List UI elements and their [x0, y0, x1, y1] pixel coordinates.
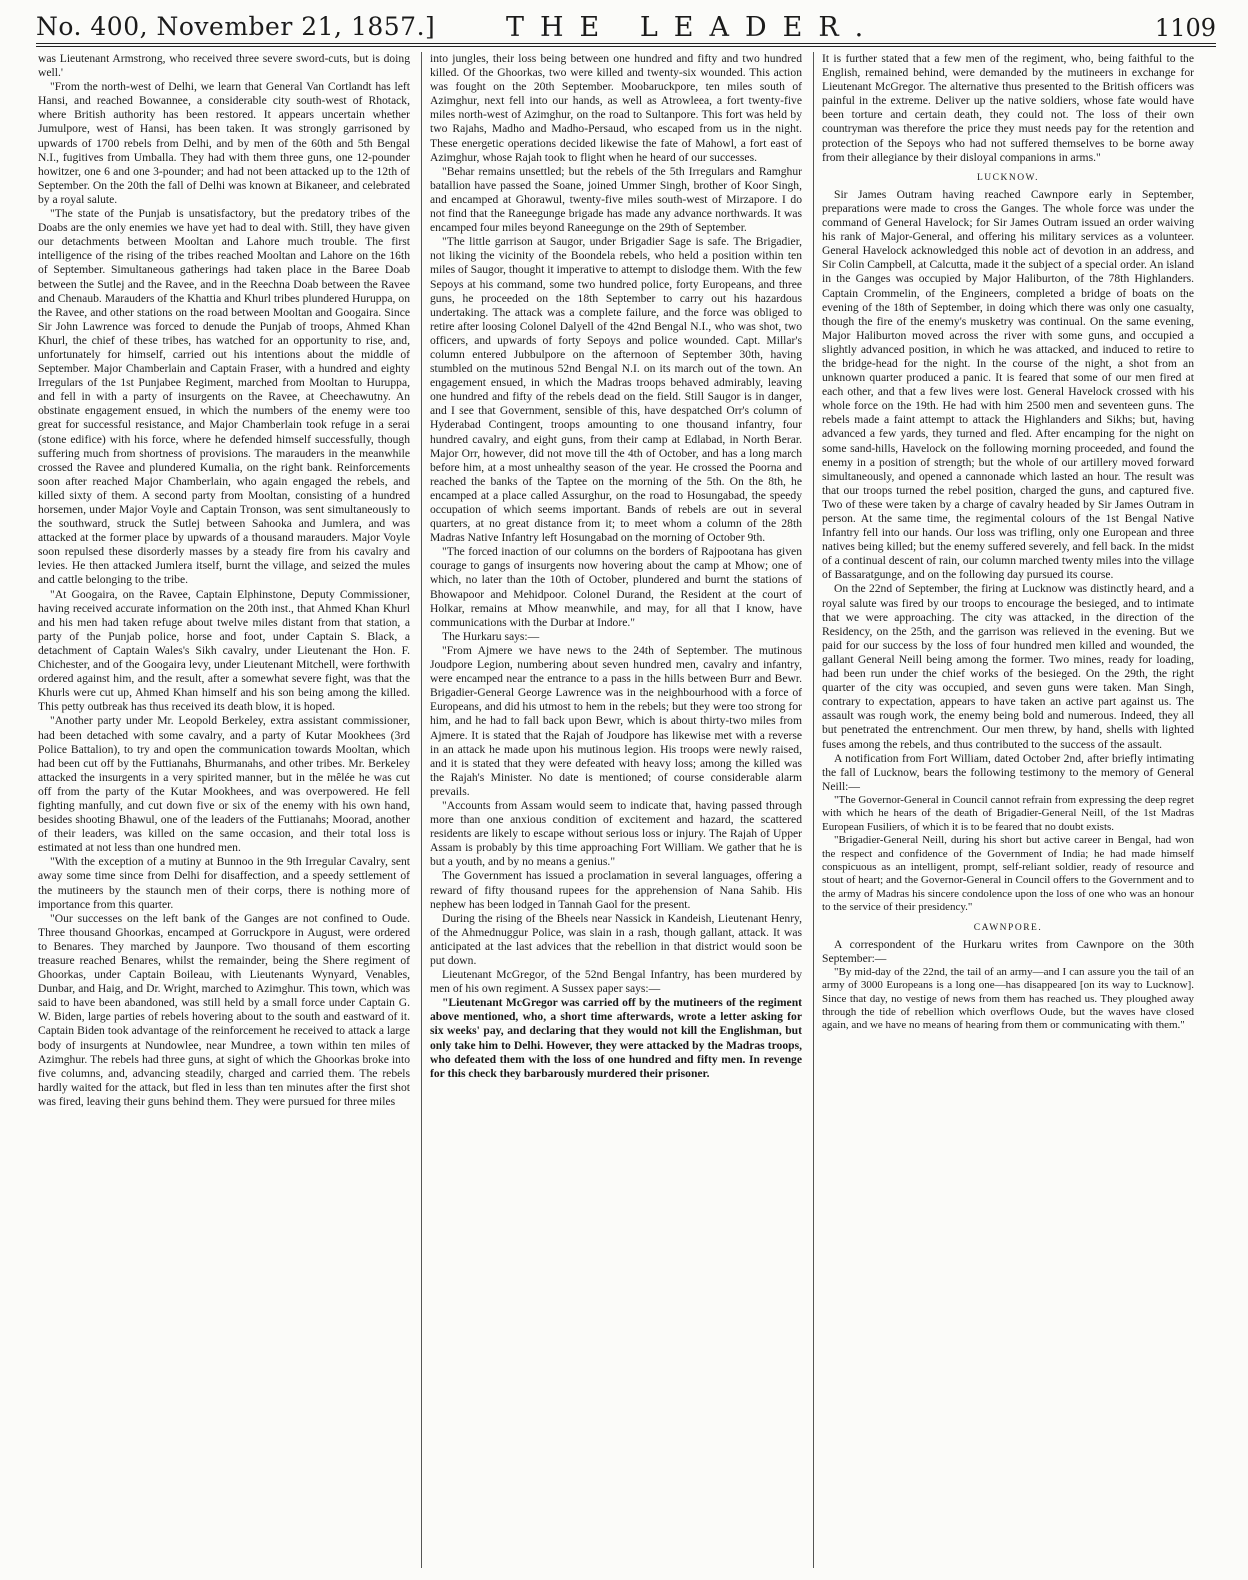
column-3 [822, 52, 1194, 1568]
newspaper-title: THE LEADER. [506, 12, 880, 43]
paragraph: The Hurkaru says:— [442, 629, 540, 643]
paragraph: "From the north-west of Delhi, we learn that General Van Cortlandt has left Hansi, and reached Bowannee, a considerable city south-west of Rhotack, where British authority has been restored. It appears uncertain whether Jumulpore, west of Hansi, has been taken. It was strongly garrisoned by upwards of 1700 rebels from Delhi, and by men of the 60th and 5th Bengal N.I., fugitives from Umballa. They had with them three guns, one 12-pounder howitzer, one 6 and one 3-pounder; and had not been attacked up to the 12th of September. On the 20th the fall of Delhi was known at Bikaneer, and celebrated by a royal salute. [38, 80, 410, 206]
paragraph: "With the exception of a mutiny at Bunnoo in the 9th Irregular Cavalry, sent away some time since from Delhi for disaffection, and a speedy settlement of the mutineers by the staunch men of their corps, there is nothing more of importance from this quarter. [38, 855, 410, 911]
paragraph: "Our successes on the left bank of the Ganges are not confined to Oude. Three thousand Ghoorkas, encamped at Gorruckpore in August, were ordered to Benares. They marched by Jaunpore. Two thousand of them escorting treasure reached Benares, whilst the remainder, being the Shere regiment of Ghoorkas, under Captain Boileau, with Lieutenants Wynyard, Venables, Dunbar, and Haig, and Dr. Wright, marched to Azimghur. This town, which was said to have been abandoned, was still held by a small force under Captain G. W. Biden, large parties of rebels hovering about to the south and eastward of it. Captain Biden took advantage of the reinforcement he received to attack a large body of insurgents at Nundowlee, near Mundree, a town within ten miles of Azimghur. The rebels had three guns, at sight of which the Ghoorkas broke into five columns, and, advancing steadily, charged and carried them. The rebels hardly waited for the attack, but fled in less than ten minutes after the first shot was fired, leaving their guns behind them. They were pursued for three miles [38, 911, 410, 1108]
paragraph: The Government has issued a proclamation in several languages, offering a reward of fifty thousand rupees for the apprehension of Nana Sahib. His nephew has been lodged in Tannah Gaol for the present. [430, 869, 802, 911]
issue-date: No. 400, November 21, 1857.] [36, 12, 436, 41]
section-heading-cawnpore: CAWNPORE. [973, 922, 1043, 933]
column-1 [38, 52, 410, 1568]
column-divider [421, 52, 422, 1568]
paragraph: "Behar remains unsettled; but the rebels of the 5th Irregulars and Ramghur batallion have passed the Soane, joined Ummer Singh, brother of Koor Singh, and encamped at Ghorawul, twenty-five miles south-west of Mirzapore. I do not find that the Raneegunge brigade has made any advance northwards. It was encamped four miles beyond Raneegunge on the 29th of September. [430, 164, 802, 235]
paragraph: "Accounts from Assam would seem to indicate that, having passed through more than one anxious condition of excitement and hazard, the scattered residents are likely to escape without serious loss or injury. The Rajah of Upper Assam is probably by this time approaching Fort William. We gather that he is but a youth, and by no means a genius." [430, 798, 802, 869]
paragraph: Sir James Outram having reached Cawnpore early in September, preparations were made to cross the Ganges. The whole force was under the command of General Havelock; for Sir James Outram issued an order waiving his rank of Major-General, and offering his military services as a volunteer. General Havelock acknowledged this noble act of devotion in an address, and Sir Colin Campbell, at Calcutta, made it the subject of a special order. An island in the Ganges was occupied by Major Haliburton, of the 78th Highlanders. Captain Crommelin, of the Engineers, completed a bridge of boats on the evening of the 18th of September, in doing which there was only one casualty, though the fire of the enemy's musketry was continual. On the same evening, Major Haliburton moved across the river with some guns, and occupied a slightly advanced position, in which he was attacked, and induced to retire to the bridge-head for the night. In the course of the night, a shot from an unknown quarter produced a panic. It is feared that some of our men fired at each other, and that a few lives were lost. General Havelock crossed with his whole force on the 19th. He had with him 2500 men and seventeen guns. The rebels made a faint attempt to attack the Highlanders and Sikhs; but, having advanced a few yards, they turned and fled. After encamping for the night on some sand-hills, Havelock on the following morning proceeded, and found the enemy in a position of strength; but the whole of our artillery moved forward simultaneously, and opened a cannonade which lasted an hour. The result was that our troops turned the rebel position, charged the guns, and captured five. Two of these were taken by a charge of cavalry headed by Sir James Outram in person. At the same time, the regimental colours of the 1st Bengal Native Infantry fell into our hands. Our loss was trifling, only one European and three natives being killed; but the enemy suffered severely, and fell back. In the midst of a continual descent of rain, our column marched twenty miles into the village of Bassaratgunge, and on the following day pursued its course. [822, 187, 1194, 582]
section-heading-lucknow: LUCKNOW. [976, 172, 1040, 183]
paragraph: It is further stated that a few men of the regiment, who, being faithful to the English, remained behind, were demanded by the mutineers in exchange for Lieutenant McGregor. The alternative thus presented to the British officers was painful in the extreme. Deliver up the native soldiers, whose fate would have been torture and certain death, they could not. The loss of their own countryman was therefore the price they must needs pay for the retention and protection of the Sepoys who had not suffered themselves to be borne away from their allegiance by their disloyal companions in arms." [822, 52, 1194, 164]
paragraph: "From Ajmere we have news to the 24th of September. The mutinous Joudpore Legion, numbering about seven hundred men, cavalry and infantry, were encamped near the entrance to a pass in the hills between Burr and Bewr. Brigadier-General George Lawrence was in the neighbourhood with a force of Europeans, and did his utmost to hem in the rebels; but they were too strong for him, and he had to fall back upon Bewr, which is about thirty-two miles from Ajmere. It is stated that the Rajah of Joudpore has likewise met with a reverse in an attack he made upon his mutinous legion. His troops were newly raised, and it is stated that they were defeated with heavy loss; among the killed was the Rajah's Minister. No date is mentioned; of course considerable alarm prevails. [430, 643, 802, 798]
paragraph: During the rising of the Bheels near Nassick in Kandeish, Lieutenant Henry, of the Ahmednuggur Police, was slain in a rash, though gallant, attack. It was anticipated at the last advices that the rebellion in that district would soon be put down. [430, 911, 802, 967]
header-rule-thin [36, 46, 1216, 47]
paragraph: "The little garrison at Saugor, under Brigadier Sage is safe. The Brigadier, not liking the vicinity of the Boondela rebels, who held a position within ten miles of Saugor, thought it imperative to attempt to dislodge them. With the few Sepoys at his command, some two hundred police, forty Europeans, and three guns, he proceeded on the 18th September to carry out his hazardous undertaking. The attack was a complete failure, and the force was obliged to retire after loosing Colonel Dalyell of the 42nd Bengal N.I., who was shot, two officers, and upwards of forty Sepoys and police wounded. Capt. Millar's column entered Jubbulpore on the afternoon of September 30th, having stumbled on the mutinous 52nd Bengal N.I. on its march out of the town. An engagement ensued, in which the Madras troops behaved admirably, leaving one hundred and fifty of the rebels dead on the field. Still Saugor is in danger, and I see that Government, sensible of this, have despatched Orr's column of Hyderabad Contingent, troops amounting to one thousand infantry, four hundred cavalry, and eight guns, from their camp at Edlabad, in North Berar. Major Orr, however, did not move till the 4th of October, and has a long march before him, at a most unhealthy season of the year. He crossed the Poorna and reached the banks of the Taptee on the morning of the 5th. On the 8th, he encamped at a place called Assurghur, on the road to Hosungabad, the speedy occupation of which seems important. Bands of rebels are out in several quarters, at no great distance from it; to meet whom a column of the 28th Madras Native Infantry left Hosungabad on the morning of October 9th. [430, 235, 802, 545]
quoted-paragraph: "Brigadier-General Neill, during his short but active career in Bengal, had won the respect and confidence of the Government of India; he had made himself conspicuous as an intelligent, prompt, self-reliant soldier, ready of resource and stout of heart; and the Governor-General in Council offers to the Government and to the army of Madras his sincere condolence upon the loss of one who was an honour to the service of their presidency." [822, 834, 1194, 914]
paragraph: Lieutenant McGregor, of the 52nd Bengal Infantry, has been murdered by men of his own regiment. A Sussex paper says:— [430, 968, 802, 996]
paragraph: A correspondent of the Hurkaru writes from Cawnpore on the 30th September:— [822, 937, 1194, 965]
paragraph: "Lieutenant McGregor was carried off by the mutineers of the regiment above mentioned, who, a short time afterwards, wrote a letter asking for six weeks' pay, and declaring that they would not kill the Englishman, but only take him to Delhi. However, they were attacked by the Madras troops, who defeated them with the loss of one hundred and fifty men. In revenge for this check they barbarously murdered their prisoner. [430, 996, 802, 1080]
paragraph: A notification from Fort William, dated October 2nd, after briefly intimating the fall of Lucknow, bears the following testimony to the memory of General Neill:— [822, 751, 1194, 793]
paragraph: On the 22nd of September, the firing at Lucknow was distinctly heard, and a royal salute was fired by our troops to encourage the besieged, and to intimate that we were approaching. The city was attacked, in the direction of the Residency, on the 25th, and the garrison was relieved in the evening. But we paid for our success by the loss of four hundred men killed and wounded, the gallant General Neill being among the former. Two mines, ready for loading, had been run under the chief works of the besieged. On the 29th, the right quarter of the city was occupied, and seven guns were taken. Man Singh, contrary to expectation, appears to have taken an active part against us. The assault was rough work, the enemy being bold and numerous. Indeed, they all but penetrated the entrenchment. Our men threw, by hand, shells with lighted fuses among the rebels, and thus contributed to the success of the assault. [822, 582, 1194, 751]
paragraph: "Another party under Mr. Leopold Berkeley, extra assistant commissioner, had been detached with some cavalry, and a party of Kutar Mookhees (3rd Police Battalion), to try and open the communication towards Mooltan, which had been cut off by the Futtianahs, Bhurmanahs, and other tribes. Mr. Berkeley attacked the insurgents in a very spirited manner, but in the mêlée he was cut off from the party of the Kutar Mookhees, and was overpowered. He fell fighting manfully, and cut down five or six of the enemy with his own hand, besides shooting Bhawul, one of the leaders of the Futtianahs; Moorad, another of their leaders, was killed on the same occasion, and their total loss is estimated at not less than one hundred men. [38, 714, 410, 855]
page-number: 1109 [1154, 14, 1216, 42]
header-rule [36, 43, 1216, 44]
column-divider [813, 52, 814, 1568]
column-2 [430, 52, 802, 1568]
paragraph: was Lieutenant Armstrong, who received three severe sword-cuts, but is doing well.' [38, 52, 410, 80]
paragraph: "The forced inaction of our columns on the borders of Rajpootana has given courage to gangs of insurgents now hovering about the camp at Mhow; one of which, no later than the 10th of October, plundered and burnt the stations of Bhowapoor and Mehidpoor. Colonel Durand, the Resident at the court of Holkar, remains at Mhow meanwhile, and may, for all that I know, have communications with the Durbar at Indore." [430, 545, 802, 629]
paragraph: "The state of the Punjab is unsatisfactory, but the predatory tribes of the Doabs are the only enemies we have yet had to deal with. Still, they have given our detachments between Mooltan and Lahore much trouble. The first intelligence of the rising of the tribes reached Mooltan and Lahore on the 16th of September. Simultaneous gatherings had taken place in the Baree Doab between the Sutlej and the Ravee, and in the Reechna Doab between the Ravee and Chenaub. Marauders of the Khattia and Khurl tribes plundered Huruppa, on the Ravee, and other stations on the road between Mooltan and Googaira. Since Sir John Lawrence was forced to denude the Punjab of troops, Ahmed Khan Khurl, the chief of these tribes, has watched for an opportunity to rise, and, unfortunately for himself, carried out his intentions about the middle of September. Major Chamberlain and Captain Fraser, with a hundred and eighty Irregulars of the 1st Punjabee Regiment, marched from Mooltan to Huruppa, and fell in with a party of insurgents on the Ravee, at Cheechawutny. An obstinate engagement ensued, in which the numbers of the enemy were too great for successful resistance, and Major Chamberlain took refuge in a serai (stone edifice) with his force, where he defended himself successfully, though suffering much from shortness of provisions. The marauders in the meanwhile crossed the Ravee and plundered Kumalia, on the right bank. Reinforcements soon after reached Major Chamberlain, who again engaged the rebels, and killed sixty of them. A second party from Mooltan, consisting of a hundred horsemen, under Major Voyle and Captain Tronson, was sent simultaneously to the southward, struck the Sutlej between Sahooka and Jumlera, and was attacked at the former place by upwards of a thousand marauders. Major Voyle soon repulsed these disorderly masses by a steady fire from his cavalry and levies. He then attacked Jumlera itself, burnt the village, and seized the mules and cattle belonging to the tribe. [38, 207, 410, 587]
paragraph: into jungles, their loss being between one hundred and fifty and two hundred killed. Of the Ghoorkas, two were killed and twenty-six wounded. This action was fought on the 20th September. Moobaruckpore, ten miles south of Azimghur, next fell into our hands, as well as Atrowleea, a fort twenty-five miles north-west of Azimghur, on the road to Sultanpore. This fort was held by two Rajahs, Madho and Madho-Persaud, who escaped from us in the night. These energetic operations decided likewise the fate of Mahowl, a fort east of Azimghur, whose Rajah took to flight when he heard of our successes. [430, 52, 802, 164]
paragraph: "At Googaira, on the Ravee, Captain Elphinstone, Deputy Commissioner, having received accurate information on the 20th inst., that Ahmed Khan Khurl and his men had taken refuge about twelve miles distant from that station, a party of the Punjab police, horse and foot, under Captain S. Black, a detachment of Captain Wales's Sikh cavalry, under Lieutenant the Hon. F. Chichester, and of the Googaira levy, under Lieutenant Mitchell, were forthwith ordered against him, and the result, after a somewhat severe fight, was that the Khurls were cut up, Ahmed Khan himself and his son being among the killed. This petty outbreak has thus received its death blow, it is hoped. [38, 587, 410, 714]
quoted-paragraph: "By mid-day of the 22nd, the tail of an army—and I can assure you the tail of an army of 3000 Europeans is a long one—has disappeared [on its way to Lucknow]. Since that day, no vestige of news from them has reached us. They ploughed away through the tide of rebellion which overflows Oude, but the waves have closed again, and we have no means of hearing from them or communicating with them." [822, 965, 1194, 1032]
quoted-paragraph: "The Governor-General in Council cannot refrain from expressing the deep regret with which he hears of the death of Brigadier-General Neill, of the 1st Madras European Fusiliers, of which it is to be feared that no doubt exists. [822, 793, 1194, 833]
masthead [36, 12, 1216, 42]
